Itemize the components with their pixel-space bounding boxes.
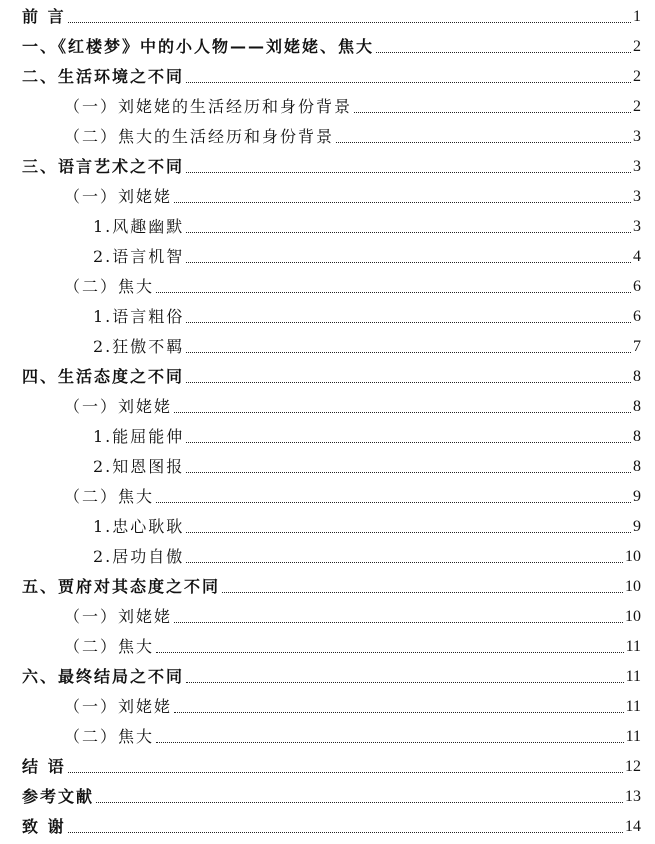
toc-dot-leader <box>222 591 623 593</box>
toc-entry-title: （二）焦大 <box>64 727 155 746</box>
toc-entry[interactable] <box>22 363 641 387</box>
toc-entry[interactable] <box>93 303 641 327</box>
toc-entry[interactable] <box>64 393 641 417</box>
toc-dot-leader <box>174 711 624 713</box>
toc-entry-title: 1.风趣幽默 <box>93 217 185 236</box>
toc-dot-leader <box>336 141 631 143</box>
toc-entry-page-number: 3 <box>633 158 641 175</box>
toc-dot-leader <box>186 321 631 323</box>
toc-dot-leader <box>186 231 631 233</box>
toc-entry-page-number: 2 <box>633 38 641 55</box>
toc-entry-title: 六、最终结局之不同 <box>22 667 185 686</box>
toc-entry-title: 前 言 <box>22 7 66 26</box>
toc-dot-leader <box>174 201 631 203</box>
toc-dot-leader <box>96 801 623 803</box>
toc-entry-page-number: 11 <box>625 728 641 745</box>
toc-entry-page-number: 8 <box>633 428 641 445</box>
toc-entry-title: （一）刘姥姥 <box>64 187 173 206</box>
toc-entry-title: 1.能屈能伸 <box>93 427 185 446</box>
toc-entry[interactable] <box>93 243 641 267</box>
toc-entry[interactable] <box>64 723 641 747</box>
toc-entry-page-number: 9 <box>633 518 641 535</box>
toc-dot-leader <box>186 531 631 533</box>
toc-entry[interactable] <box>22 63 641 87</box>
toc-entry[interactable] <box>22 573 641 597</box>
toc-entry-title: 四、生活态度之不同 <box>22 367 185 386</box>
toc-entry[interactable] <box>64 183 641 207</box>
toc-entry-title: 一、《红楼梦》中的小人物——刘姥姥、焦大 <box>22 37 375 56</box>
toc-dot-leader <box>68 831 623 833</box>
toc-entry-title: （一）刘姥姥 <box>64 697 173 716</box>
toc-dot-leader <box>156 651 624 653</box>
toc-entry-page-number: 9 <box>633 488 641 505</box>
toc-entry-page-number: 11 <box>625 638 641 655</box>
toc-dot-leader <box>186 171 631 173</box>
toc-entry-title: 参考文献 <box>22 787 95 806</box>
toc-entry-title: 2.知恩图报 <box>93 457 185 476</box>
toc-entry-page-number: 10 <box>625 578 641 595</box>
toc-entry-page-number: 13 <box>625 788 641 805</box>
toc-entry-page-number: 12 <box>625 758 641 775</box>
toc-dot-leader <box>186 381 631 383</box>
toc-entry-title: （二）焦大的生活经历和身份背景 <box>64 127 335 146</box>
toc-entry-page-number: 11 <box>625 698 641 715</box>
toc-entry-page-number: 14 <box>625 818 641 835</box>
toc-entry-title: 结 语 <box>22 757 66 776</box>
toc-entry-page-number: 3 <box>633 188 641 205</box>
toc-entry[interactable] <box>93 423 641 447</box>
toc-dot-leader <box>186 681 624 683</box>
toc-entry-page-number: 10 <box>625 548 641 565</box>
toc-entry-page-number: 1 <box>633 8 641 25</box>
toc-entry[interactable] <box>22 663 641 687</box>
toc-entry-title: 1.语言粗俗 <box>93 307 185 326</box>
toc-entry-page-number: 3 <box>633 218 641 235</box>
toc-entry[interactable] <box>22 813 641 837</box>
toc-dot-leader <box>354 111 631 113</box>
toc-entry-page-number: 10 <box>625 608 641 625</box>
toc-dot-leader <box>186 441 631 443</box>
toc-dot-leader <box>174 621 623 623</box>
toc-dot-leader <box>186 261 631 263</box>
toc-entry-title: 二、生活环境之不同 <box>22 67 185 86</box>
toc-entry-page-number: 8 <box>633 398 641 415</box>
toc-entry[interactable] <box>64 603 641 627</box>
toc-entry[interactable] <box>64 273 641 297</box>
toc-dot-leader <box>186 351 631 353</box>
toc-entry[interactable] <box>93 453 641 477</box>
toc-entry[interactable] <box>93 333 641 357</box>
toc-entry[interactable] <box>64 483 641 507</box>
toc-entry-page-number: 8 <box>633 368 641 385</box>
toc-entry-page-number: 8 <box>633 458 641 475</box>
toc-entry-title: （二）焦大 <box>64 637 155 656</box>
toc-entry-page-number: 3 <box>633 128 641 145</box>
toc-entry[interactable] <box>93 543 641 567</box>
toc-dot-leader <box>186 471 631 473</box>
toc-dot-leader <box>186 81 631 83</box>
toc-entry-page-number: 2 <box>633 68 641 85</box>
toc-dot-leader <box>186 561 623 563</box>
toc-dot-leader <box>156 291 631 293</box>
toc-entry-title: 三、语言艺术之不同 <box>22 157 185 176</box>
toc-entry[interactable] <box>64 93 641 117</box>
toc-entry-page-number: 11 <box>625 668 641 685</box>
toc-entry[interactable] <box>22 783 641 807</box>
toc-entry[interactable] <box>93 513 641 537</box>
toc-entry[interactable] <box>22 33 641 57</box>
toc-entry-page-number: 2 <box>633 98 641 115</box>
toc-entry[interactable] <box>22 153 641 177</box>
toc-entry-title: （一）刘姥姥 <box>64 397 173 416</box>
toc-entry-title: （一）刘姥姥的生活经历和身份背景 <box>64 97 353 116</box>
toc-dot-leader <box>68 771 623 773</box>
toc-entry-page-number: 6 <box>633 278 641 295</box>
toc-entry[interactable] <box>22 753 641 777</box>
toc-entry-title: （二）焦大 <box>64 277 155 296</box>
toc-entry-title: 五、贾府对其态度之不同 <box>22 577 221 596</box>
toc-entry-title: 2.居功自傲 <box>93 547 185 566</box>
toc-entry[interactable] <box>64 693 641 717</box>
toc-entry-page-number: 7 <box>633 338 641 355</box>
toc-entry-title: 2.语言机智 <box>93 247 185 266</box>
toc-entry-title: 2.狂傲不羁 <box>93 337 185 356</box>
toc-entry[interactable] <box>93 213 641 237</box>
toc-entry-title: 1.忠心耿耿 <box>93 517 185 536</box>
toc-dot-leader <box>156 501 631 503</box>
toc-entry-page-number: 4 <box>633 248 641 265</box>
toc-entry[interactable] <box>64 123 641 147</box>
toc-entry-title: （二）焦大 <box>64 487 155 506</box>
toc-entry-title: 致 谢 <box>22 817 66 836</box>
toc-entry-page-number: 6 <box>633 308 641 325</box>
toc-dot-leader <box>156 741 624 743</box>
toc-entry-title: （一）刘姥姥 <box>64 607 173 626</box>
toc-dot-leader <box>174 411 631 413</box>
toc-dot-leader <box>376 51 631 53</box>
toc-entry[interactable] <box>64 633 641 657</box>
toc-dot-leader <box>68 21 631 23</box>
toc-entry[interactable] <box>22 3 641 27</box>
